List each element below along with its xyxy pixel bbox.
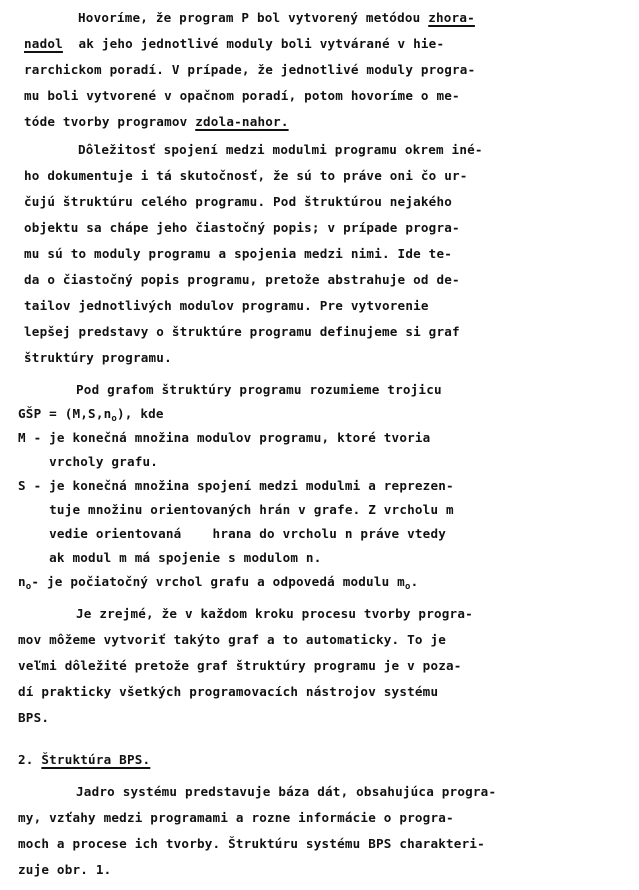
definition-intro: Pod grafom štruktúry programu rozumieme trojicu	[76, 382, 442, 397]
p2-line-4: objektu sa chápe jeho čiastočný popis; v prípade progra-	[24, 220, 460, 235]
p3-line-1: Je zrejmé, že v každom kroku procesu tvorby progra-	[76, 606, 473, 621]
section-heading: 2. Štruktúra BPS.	[18, 752, 151, 767]
underlined-term: nadol	[24, 36, 63, 51]
underlined-term: zdola-nahor.	[195, 114, 289, 129]
p1-line-5: tóde tvorby programov zdola-nahor.	[24, 114, 289, 129]
p3-line-5: BPS.	[18, 710, 50, 725]
p1-line-4: mu boli vytvorené v opačnom poradí, potom hovoríme o me-	[24, 88, 460, 103]
definition-s-line-1: S - je konečná množina spojení medzi modulmi a reprezen-	[18, 478, 454, 493]
definition-m-line-1: M - je konečná množina modulov programu, ktoré tvoria	[18, 430, 431, 445]
definition-formula: GŠP = $(M,S,n_o)$, kde	[18, 406, 164, 424]
p3-line-2: mov môžeme vytvoriť takýto graf a to automaticky. To je	[18, 632, 447, 647]
p2-line-3: čujú štruktúru celého programu. Pod štruktúrou nejakého	[24, 194, 453, 209]
definition-s-line-3: vedie orientovaná hrana do vrcholu n práve vtedy	[18, 526, 447, 541]
p2-line-5: mu sú to moduly programu a spojenia medzi nimi. Ide te-	[24, 246, 453, 261]
p3-line-4: dí prakticky všetkých programovacích nástrojov systému	[18, 684, 439, 699]
p1-line-3: rarchickom poradí. V prípade, že jednotlivé moduly progra-	[24, 62, 476, 77]
section-title: Štruktúra BPS.	[41, 752, 151, 767]
p2-line-6: da o čiastočný popis programu, pretože abstrahuje od de-	[24, 272, 460, 287]
definition-n0-line: $n_o-$ je počiatočný vrchol grafu a odpovedá modulu $m_o$.	[18, 574, 419, 592]
p2-line-9: štruktúry programu.	[24, 350, 172, 365]
p2-line-7: tailov jednotlivých modulov programu. Pre vytvorenie	[24, 298, 429, 313]
definition-m-line-2: vrcholy grafu.	[18, 454, 159, 469]
p2-line-2: ho dokumentuje i tá skutočnosť, že sú to práve oni čo ur-	[24, 168, 468, 183]
definition-s-line-4: ak modul m má spojenie s modulom n.	[18, 550, 322, 565]
p4-line-3: moch a procese ich tvorby. Štruktúru systému BPS charakteri-	[18, 836, 485, 851]
p4-line-2: my, vzťahy medzi programami a rozne informácie o progra-	[18, 810, 454, 825]
definition-s-line-2: tuje množinu orientovaných hrán v grafe. Z vrcholu m	[18, 502, 454, 517]
p4-line-4: zuje obr. 1.	[18, 862, 112, 877]
p3-line-3: veľmi dôležité pretože graf štruktúry programu je v poza-	[18, 658, 462, 673]
p2-line-8: lepšej predstavy o štruktúre programu definujeme si graf	[24, 324, 460, 339]
p4-line-1: Jadro systému predstavuje báza dát, obsahujúca progra-	[76, 784, 497, 799]
p1-line-1: Hovoríme, že program P bol vytvorený metódou zhora-	[78, 10, 475, 25]
p1-line-2: nadol ak jeho jednotlivé moduly boli vytvárané v hie-	[24, 36, 445, 51]
p2-line-1: Dôležitosť spojení medzi modulmi programu okrem iné-	[78, 142, 483, 157]
underlined-term: zhora-	[428, 10, 475, 25]
